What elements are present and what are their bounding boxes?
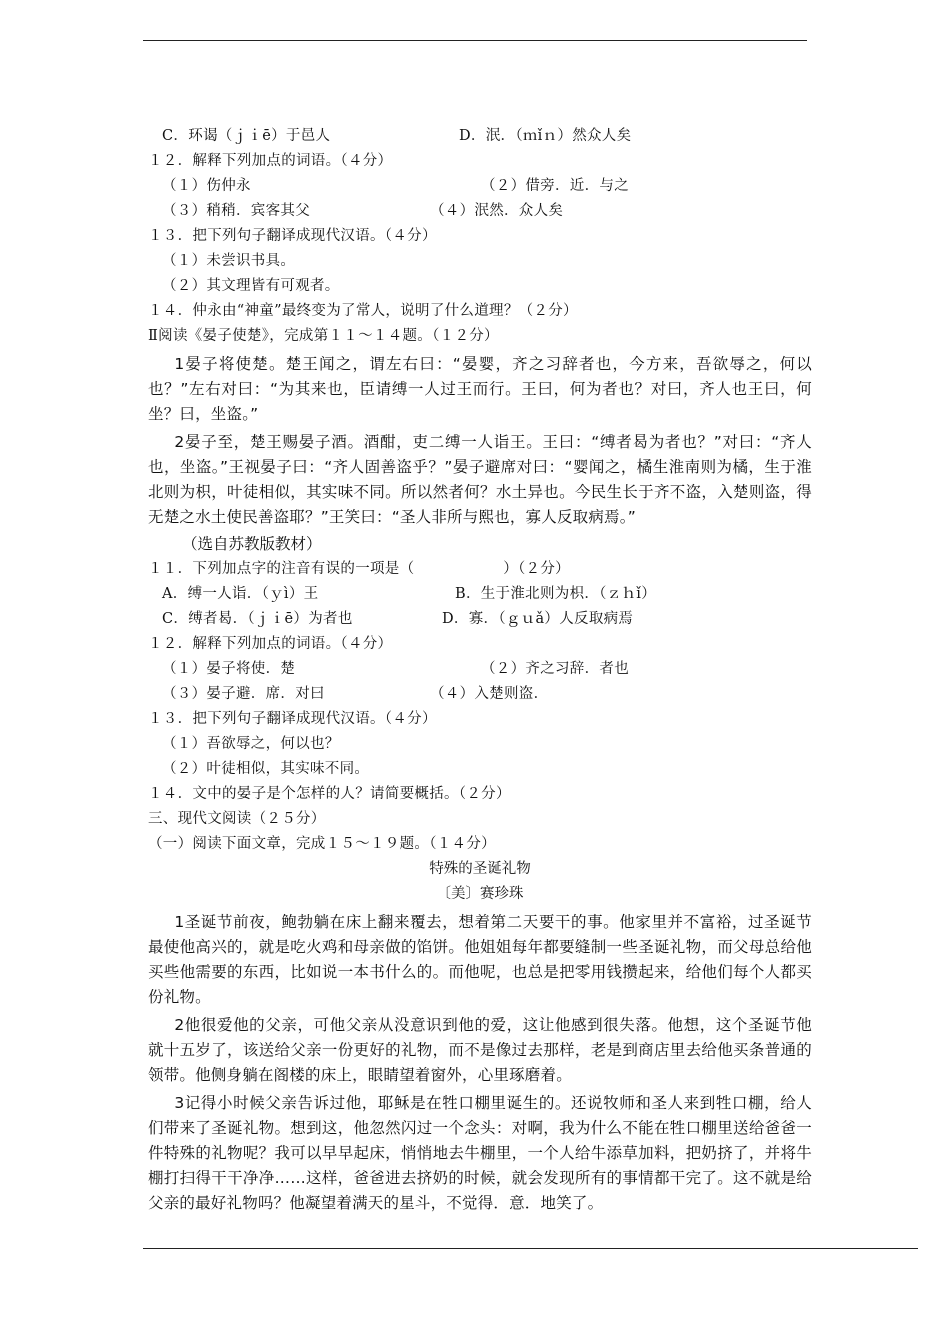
q11b-option-a: A．缚一人诣．（ｙì）王: [162, 586, 319, 602]
q12b-item4: （４）入楚则盗．: [430, 686, 549, 702]
q12a-item3: （３）稍稍．宾客其父: [162, 203, 310, 219]
article-paragraph-1: 1圣诞节前夜，鲍勃躺在床上翻来覆去，想着第二天要干的事。他家里并不富裕，过圣诞节最使他高兴的，就是吃火鸡和母亲做的馅饼。他姐姐每年都要缝制一些圣诞礼物，而父母总给他买些他需要的东西，比如说一本书什么的。而他呢，也总是把零用钱攒起来，给他们每个人都买份礼物。: [148, 913, 812, 1006]
q13a-item1: （１）未尝识书具。: [162, 253, 296, 269]
yanzi-paragraph-1: 1晏子将使楚。楚王闻之，谓左右曰：“晏婴，齐之习辞者也，今方来，吾欲辱之，何以也？”左右对曰：“为其来也，臣请缚一人过王而行。王曰，何为者也？对曰，齐人也王曰，何坐？曰，坐盗。”: [148, 355, 812, 423]
q11b-row2: [148, 607, 812, 632]
q12b-row1: [148, 657, 812, 682]
section3-heading: 三、现代文阅读（２５分）: [148, 811, 326, 827]
q12b-item2: （２）齐之习辞．者也: [481, 661, 629, 677]
question-13b: １３．把下列句子翻译成现代汉语。（４分）: [148, 711, 437, 727]
q12a-item4: （４）泯然．众人矣: [430, 203, 564, 219]
q10-options-cd: [148, 124, 812, 149]
article-author: 〔美〕赛珍珠: [436, 886, 524, 902]
q13b-item2: （２）叶徒相似，其实味不同。: [162, 761, 370, 777]
header-rule: [143, 40, 807, 41]
yanzi-paragraph-2: 2晏子至，楚王赐晏子酒。酒酣，吏二缚一人诣王。王曰：“缚者曷为者也？”对曰：“齐人也，坐盗。”王视晏子曰：“齐人固善盗乎？”晏子避席对曰：“婴闻之，橘生淮南则为橘，生于淮北则为枳，叶徒相似，其实味不同。所以然者何？水土异也。今民生长于齐不盗，入楚则盗，得无楚之水土使民善盗耶？”王笑曰：“圣人非所与熙也，寡人反取病焉。”: [148, 433, 812, 526]
question-13a: １３．把下列句子翻译成现代汉语。（４分）: [148, 228, 437, 244]
section2-heading: Ⅱ阅读《晏子使楚》，完成第１１～１４题。（１２分）: [148, 328, 499, 344]
q10-option-d: D．泯．（ｍǐｎ）然众人矣: [459, 128, 632, 144]
q12a-item2: （２）借旁．近．与之: [481, 178, 629, 194]
q11b-option-c: C．缚者曷．（ｊｉē）为者也: [162, 611, 353, 627]
q12a-row1: [148, 174, 812, 199]
q11b-option-d: D．寡．（ｇｕǎ）人反取病焉: [442, 611, 634, 627]
q13b-item1: （１）吾欲辱之，何以也？: [162, 736, 340, 752]
q12a-row2: [148, 199, 812, 224]
article-paragraph-3: 3记得小时候父亲告诉过他，耶稣是在牲口棚里诞生的。还说牧师和圣人来到牲口棚，给人们带来了圣诞礼物。想到这，他忽然闪过一个念头：对啊，我为什么不能在牲口棚里送给爸爸一件特殊的礼物呢？我可以早早起床，悄悄地去牛棚里，一个人给牛添草加料，把奶挤了，并将牛棚打扫得干干净净……这样，爸爸进去挤奶的时候，就会发现所有的事情都干完了。这不就是给父亲的最好礼物吗？他凝望着满天的星斗，不觉得．意．地笑了。: [148, 1094, 812, 1212]
q11b-row1: [148, 582, 812, 607]
question-11b: １１．下列加点字的注音有误的一项是（ ）（２分）: [148, 561, 570, 577]
question-12a: １２．解释下列加点的词语。（４分）: [148, 153, 393, 169]
footer-rule: [143, 1248, 918, 1249]
q11b-option-b: B．生于淮北则为枳．（ｚｈǐ）: [455, 586, 657, 602]
q12b-row2: [148, 682, 812, 707]
question-14b: １４．文中的晏子是个怎样的人？请简要概括。（２分）: [148, 786, 511, 802]
q12a-item1: （１）伤仲永: [162, 178, 251, 194]
article-title: 特殊的圣诞礼物: [429, 861, 531, 877]
q13a-item2: （２）其文理皆有可观者。: [162, 278, 340, 294]
q12b-item1: （１）晏子将使．楚: [162, 661, 296, 677]
yanzi-source: （选自苏教版教材）: [182, 535, 322, 553]
article-paragraph-2: 2他很爱他的父亲，可他父亲从没意识到他的爱，这让他感到很失落。他想，这个圣诞节他就十五岁了，该送给父亲一份更好的礼物，而不是像过去那样，老是到商店里去给他买条普通的领带。他侧身躺在阁楼的床上，眼睛望着窗外，心里琢磨着。: [148, 1016, 812, 1084]
q12b-item3: （３）晏子避．席．对曰: [162, 686, 325, 702]
question-12b: １２．解释下列加点的词语。（４分）: [148, 636, 393, 652]
page-content: [148, 124, 812, 1218]
section3-subheading: （一）阅读下面文章，完成１５～１９题。（１４分）: [148, 836, 496, 852]
q10-option-c: C．环谒（ｊｉē）于邑人: [162, 128, 331, 144]
question-14a: １４．仲永由“神童”最终变为了常人，说明了什么道理？（２分）: [148, 303, 578, 319]
